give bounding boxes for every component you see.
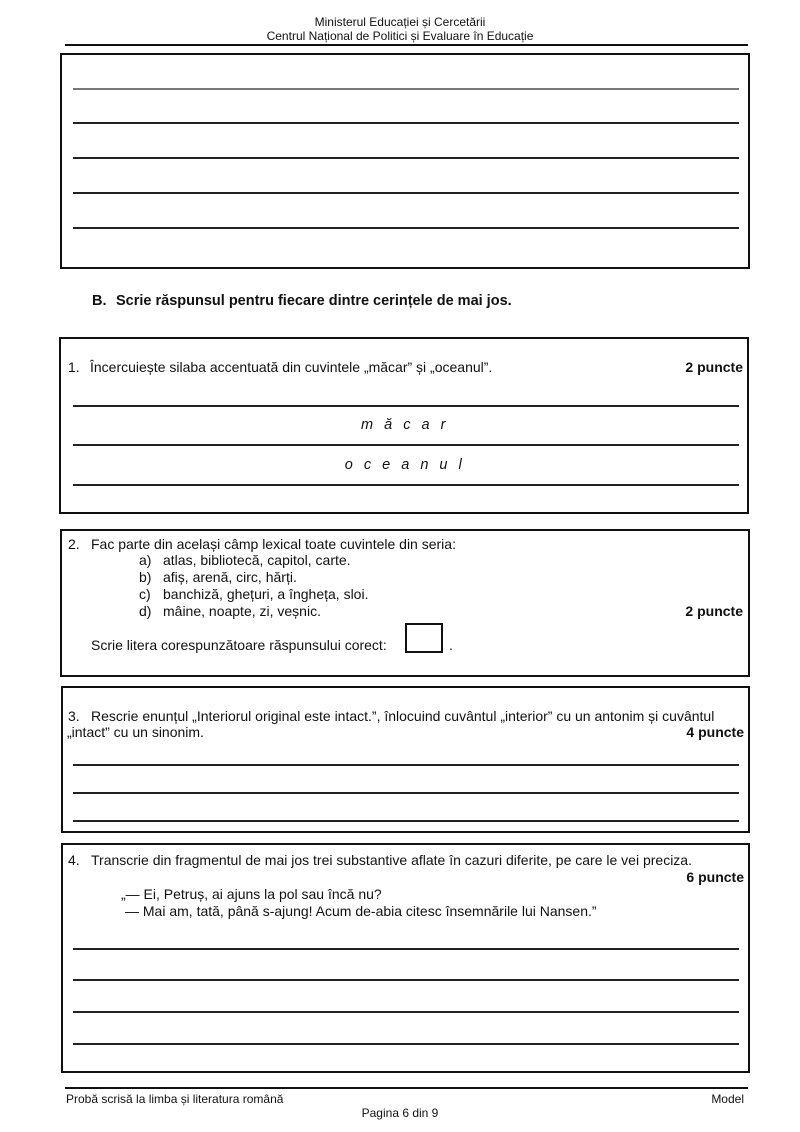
question-text: Transcrie din fragmentul de mai jos trei substantive aflate în cazuri diferite, pe care le vei preciza. xyxy=(91,852,692,868)
answer-line xyxy=(73,484,739,486)
footer-page-number: Pagina 6 din 9 xyxy=(361,1106,439,1120)
answer-prompt: Scrie litera corespunzătoare răspunsului corect: xyxy=(91,637,387,653)
section-instruction: Scrie răspunsul pentru fiecare dintre cerințele de mai jos. xyxy=(116,293,512,309)
option-label-c: c) xyxy=(139,586,151,602)
option-label-a: a) xyxy=(139,552,152,568)
answer-line[interactable] xyxy=(73,948,739,950)
answer-line[interactable] xyxy=(73,820,739,822)
footer-divider xyxy=(65,1087,748,1089)
section-letter: B. xyxy=(92,293,107,309)
question-points: 6 puncte xyxy=(686,869,744,885)
question-number: 2. xyxy=(68,536,80,552)
answer-line[interactable] xyxy=(73,227,739,229)
word-oceanul[interactable]: o c e a n u l xyxy=(344,457,466,473)
footer-exam-title: Probă scrisă la limba și literatura română xyxy=(66,1092,284,1106)
question-points: 2 puncte xyxy=(685,603,743,619)
question-4-box xyxy=(61,843,750,1073)
question-number: 1. xyxy=(68,359,80,375)
option-text-a: atlas, bibliotecă, capitol, carte. xyxy=(163,552,351,568)
question-points: 2 puncte xyxy=(685,359,743,375)
option-text-d: mâine, noapte, zi, veșnic. xyxy=(163,603,321,619)
answer-letter-box[interactable] xyxy=(405,623,443,653)
answer-box-continued[interactable] xyxy=(60,53,750,269)
answer-line[interactable] xyxy=(73,88,739,90)
header-center: Centrul Național de Politici și Evaluare în Educație xyxy=(266,29,534,43)
question-number: 3. xyxy=(68,708,80,724)
answer-line[interactable] xyxy=(73,157,739,159)
answer-line[interactable] xyxy=(73,1043,739,1045)
answer-line xyxy=(73,405,739,407)
answer-line[interactable] xyxy=(73,1011,739,1013)
option-text-c: banchiză, ghețuri, a îngheța, sloi. xyxy=(163,586,369,602)
footer-model-label: Model xyxy=(711,1092,744,1106)
option-label-b: b) xyxy=(139,569,152,585)
question-text: Fac parte din același câmp lexical toate cuvintele din seria: xyxy=(91,536,456,552)
question-points: 4 puncte xyxy=(686,724,744,740)
option-text-b: afiș, arenă, circ, hărți. xyxy=(163,569,297,585)
quote-line-2: — Mai am, tată, până s-ajung! Acum de-abia citesc însemnările lui Nansen.” xyxy=(125,903,597,919)
answer-line[interactable] xyxy=(73,122,739,124)
answer-line[interactable] xyxy=(73,792,739,794)
answer-line xyxy=(73,444,739,446)
quote-line-1: „— Ei, Petruș, ai ajuns la pol sau încă nu? xyxy=(121,886,382,902)
question-text: Încercuiește silaba accentuată din cuvintele „măcar” și „oceanul”. xyxy=(90,359,493,375)
question-number: 4. xyxy=(68,852,80,868)
option-label-d: d) xyxy=(139,603,152,619)
answer-line[interactable] xyxy=(73,764,739,766)
question-text-line1: Rescrie enunțul „Interiorul original este intact.”, înlocuind cuvântul „interior” cu un antonim și cuvântul xyxy=(91,708,715,724)
header-ministry: Ministerul Educației și Cercetării xyxy=(314,15,486,29)
header-divider xyxy=(65,44,748,46)
question-text-line2: „intact” cu un sinonim. xyxy=(67,724,204,740)
word-macar[interactable]: m ă c a r xyxy=(361,417,449,433)
answer-suffix: . xyxy=(449,637,453,653)
answer-line[interactable] xyxy=(73,979,739,981)
answer-line[interactable] xyxy=(73,192,739,194)
